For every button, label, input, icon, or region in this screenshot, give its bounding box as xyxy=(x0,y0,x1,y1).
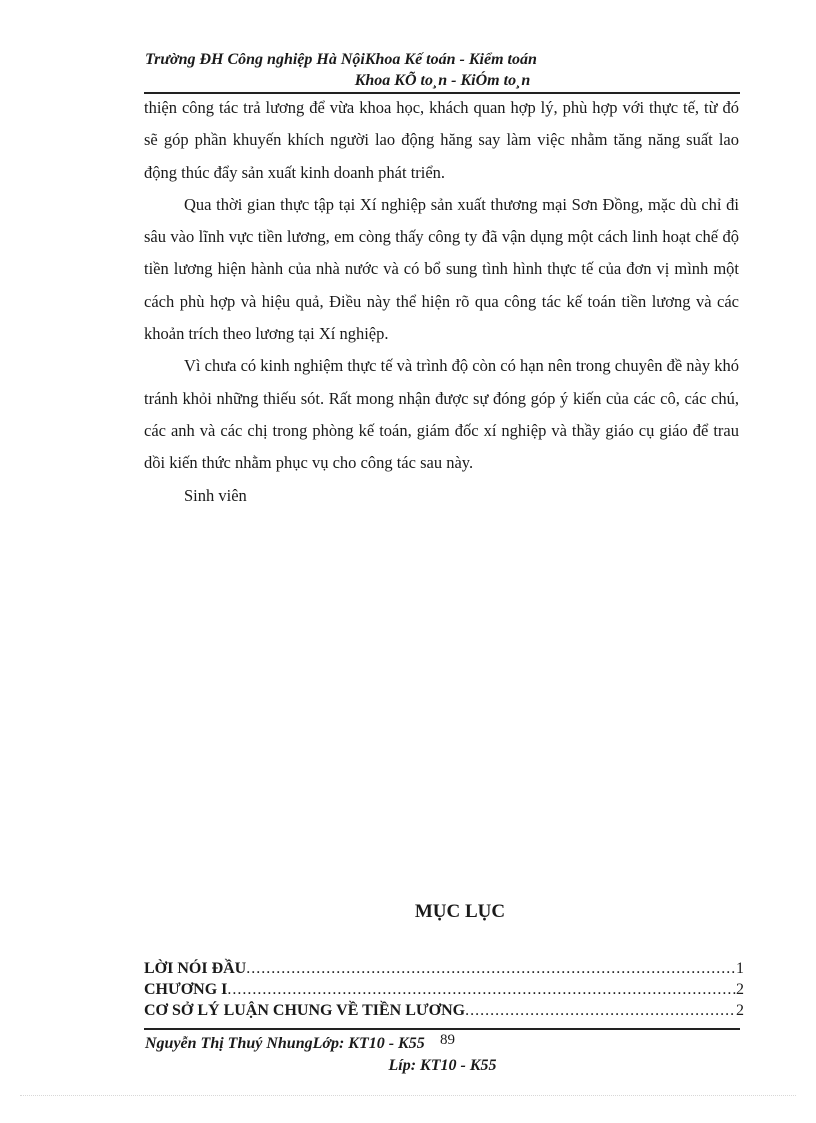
toc-title: MỤC LỤC xyxy=(414,901,506,922)
document-body xyxy=(144,92,739,512)
toc-leader-dots xyxy=(465,1000,736,1021)
toc-entry-label: LỜI NÓI ĐẦU xyxy=(144,960,247,977)
toc-entry-label: CƠ SỞ LÝ LUẬN CHUNG VỀ TIỀN LƯƠNG xyxy=(144,1002,466,1019)
toc-entry[interactable] xyxy=(144,1000,744,1021)
header-school-title: Trường ĐH Công nghiệp Hà NộiKhoa Kế toán - Kiểm toán xyxy=(145,51,537,68)
toc-entry[interactable] xyxy=(144,979,744,1000)
paragraph-internship: Qua thời gian thực tập tại Xí nghiệp sản xuất thương mại Sơn Đồng, mặc dù chỉ đi sâu vào lĩnh vực tiền lương, em còng thấy công ty đã vận dụng một cách linh hoạt chế độ tiền lương hiện hành của nhà nước và có bổ sung tình hình thực tế của đơn vị mình một cách phù hợp và hiệu quả, Điều này thể hiện rõ qua công tác kế toán tiền lương và các khoản trích theo lương tại Xí nghiệp. xyxy=(144,194,739,344)
table-of-contents xyxy=(144,958,744,1021)
toc-entry-page: 2 xyxy=(736,1002,744,1019)
toc-entry-page: 1 xyxy=(736,960,744,977)
toc-entry[interactable] xyxy=(144,958,744,979)
toc-leader-dots xyxy=(246,958,736,979)
toc-entry-label: CHƯƠNG I xyxy=(144,981,228,998)
page-number: 89 xyxy=(440,1032,455,1048)
footer-class: Líp: KT10 - K55 xyxy=(388,1057,497,1074)
toc-entry-page: 2 xyxy=(736,981,744,998)
paragraph-continuation: thiện công tác trả lương để vừa khoa học, khách quan hợp lý, phù hợp với thực tế, từ đó sẽ góp phần khuyến khích người lao động hăng say làm việc nhằm tăng năng suất lao động thúc đẩy sản xuất kinh doanh phát triển. xyxy=(144,98,739,182)
signoff-student: Sinh viên xyxy=(184,485,247,505)
footer-divider xyxy=(144,1028,740,1030)
footer-author-class: Nguyễn Thị Thuý NhungLớp: KT10 - K55 xyxy=(145,1035,425,1052)
toc-leader-dots xyxy=(227,979,736,1000)
paragraph-acknowledgement: Vì chưa có kinh nghiệm thực tế và trình độ còn có hạn nên trong chuyên đề này khó tránh khỏi những thiếu sót. Rất mong nhận được sự đóng góp ý kiến của các cô, các chú, các anh và các chị trong phòng kế toán, giám đốc xí nghiệp và thầy giáo cụ giáo để trau dồi kiến thức nhằm phục vụ cho công tác sau này. xyxy=(144,356,739,473)
page-bottom-edge xyxy=(20,1095,796,1096)
header-faculty-title: Khoa KÕ to¸n - KiÓm to¸n xyxy=(354,72,531,89)
